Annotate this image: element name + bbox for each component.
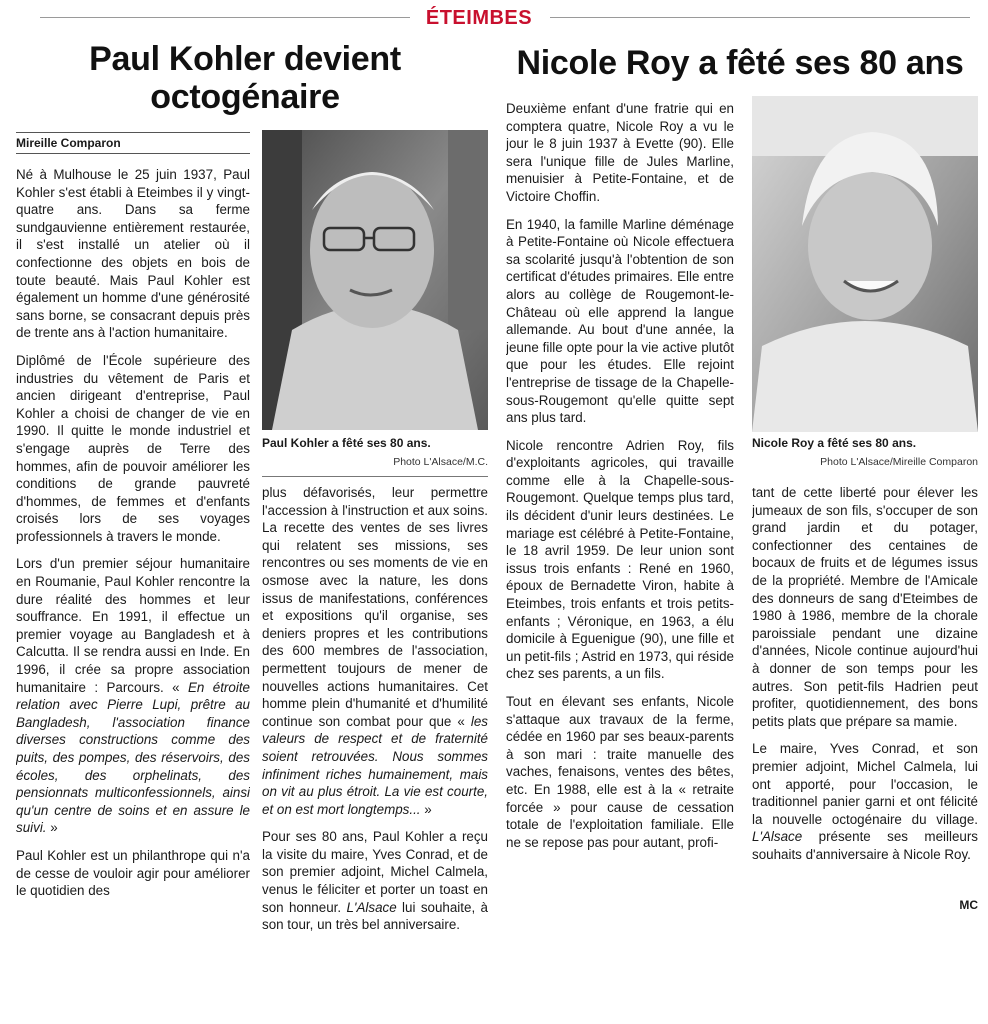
paragraph-6b-end: présente ses meilleurs souhaits d'anniversaire à Nicole Roy. — [752, 829, 978, 862]
paragraph-6b-text: Le maire, Yves Conrad, et son premier adjoint, Michel Calmela, lui ont apporté, pour l'occasion, le traditionnel panier garni et ont félicité la nouvelle octogénaire du village. — [752, 741, 978, 827]
article1-paragraph-6 — [262, 828, 488, 934]
nicole-roy-photo-credit: Photo L'Alsace/Mireille Comparon — [820, 456, 978, 468]
article2-paragraph-2: En 1940, la famille Marline déménage à Petite-Fontaine où Nicole effectuera sa scolarité jusqu'à l'obtention de son certificat d'études primaires. Elle entre alors au collège de Rougemont-le-Château où elle apprend la langue allemande. Au bout d'une année, la jeune fille opte pour la vie active plutôt que pour les études. Elle rejoint l'entreprise de tissage de la Chapelle-sous-Rougemont qu'elle quitte sept ans plus tard. — [506, 216, 734, 426]
paragraph-6-text: Pour ses 80 ans, Paul Kohler a reçu la visite du maire, Yves Conrad, et de son premier adjoint, Michel Calmela, venus le féliciter et porter un toast en son honneur. — [262, 829, 488, 915]
article1-paragraph-3 — [16, 555, 250, 837]
paragraph-6-end: lui souhaite, à son tour, un très bel anniversaire. — [262, 899, 488, 933]
article1-paragraph-4: Paul Kohler est un philanthrope qui n'a de cesse de vouloir agir pour améliorer le quotidien des — [16, 847, 250, 899]
article1-column-1 — [16, 166, 250, 1024]
article2-paragraph-5: tant de cette liberté pour élever les jumeaux de son fils, s'occuper de son grand jardin et du potager, confectionner des centaines de bocaux de fruits et de légumes issus de la propriété. Membre de l'Amicale des donneurs de sang d'Eteimbes de 1980 à 1986, membre de la chorale paroissiale pendant une dizaine d'années, Nicole continue aujourd'hui à donner de son temps pour les autres. Son petit-fils Hadrien peut profiter, quotidiennement, des bons petits plats que prépare sa mamie. — [752, 485, 978, 729]
byline: Mireille Comparon — [16, 136, 121, 150]
byline-rule-bottom — [16, 153, 250, 154]
article1-paragraph-5 — [262, 484, 488, 818]
nicole-roy-photo-caption: Nicole Roy a fêté ses 80 ans. — [752, 436, 917, 450]
paragraph-3-text: Lors d'un premier séjour humanitaire en Roumanie, Paul Kohler rencontre la dure réalité des hommes et leur souffrance. En 1991, il effectue un premier voyage au Bangladesh et à Calcutta. Il se rendra aussi en Inde. En 1996, il crée sa propre association humanitaire : Parcours. « — [16, 556, 250, 695]
article1-title — [30, 40, 460, 116]
article1-paragraph-2: Diplômé de l'École supérieure des industries du vêtement de Paris et ancien dirigeant d'entreprise, Paul Kohler a choisi de changer de vie en 1990. Il quitte le monde industriel et s'engage auprès de Terre des hommes, afin de pouvoir améliorer les conditions de grande pauvreté d'hommes, de femmes et d'enfants croisés lors de ses voyages professionnels à travers le monde. — [16, 352, 250, 544]
paul-kohler-photo-credit: Photo L'Alsace/M.C. — [393, 456, 488, 468]
paul-kohler-photo — [262, 130, 488, 430]
paul-kohler-photo-image — [262, 130, 488, 430]
nicole-roy-photo — [752, 96, 978, 432]
paragraph-5-text: plus défavorisés, leur permettre l'accession à l'instruction et aux soins. La recette des ventes de ses livres qui relatent ses missions, ses rencontres ou ses moments de vie en osmose avec la nature, les dons issus de manifestations, conférences et expositions qu'il organise, ses deniers propres et les contributions des 600 membres de l'association, permettent toujours de mener de nouvelles actions humanitaires. Cet homme plein d'humanité et d'humilité continue son combat pour que « — [262, 485, 488, 729]
section-label: ÉTEIMBES — [425, 7, 533, 29]
article2-signature: MC — [959, 898, 978, 912]
article1-column-2 — [262, 484, 488, 1024]
paragraph-3-quote: En étroite relation avec Pierre Lupi, prêtre au Bangladesh, l'association finance diverses constructions comme des puits, des pompes, des réservoirs, des écoles, des orphelinats, des pensionnats multiconfessionnels, ainsi qu'un centre de soins et en assure le suivi. — [16, 679, 250, 836]
article1-title-line1: Paul Kohler devient — [89, 40, 401, 78]
article2-column-1 — [506, 100, 734, 920]
byline-rule-top — [16, 132, 250, 133]
paul-kohler-photo-caption: Paul Kohler a fêté ses 80 ans. — [262, 436, 431, 450]
article2-column-2 — [752, 484, 978, 884]
paragraph-3-close: » — [46, 820, 58, 836]
article2-paragraph-4: Tout en élevant ses enfants, Nicole s'attaque aux travaux de la ferme, cédée en 1960 par ses beaux-parents à son mari : traite manuelle des vaches, fenaisons, ventes des bêtes, etc. En 1988, elle est à la « retraite forcée » pour cause de cessation totale de l'exploitation familiale. Elle ne se repose pas pour autant, profi- — [506, 694, 734, 850]
section-rule-right — [550, 17, 970, 18]
nicole-roy-photo-image — [752, 96, 978, 432]
article2-paragraph-1: Deuxième enfant d'une fratrie qui en comptera quatre, Nicole Roy a vu le jour le 8 juin 1937 à Evette (90). Elle sera l'unique fille de Jules Marline, menuisier à Petite-Fontaine, et de Victoire Choffin. — [506, 101, 734, 204]
article2-title: Nicole Roy a fêté ses 80 ans — [516, 44, 964, 82]
caption-rule — [262, 476, 488, 477]
article2-paragraph-6 — [752, 740, 978, 863]
section-header — [0, 6, 988, 30]
article1-paragraph-1: Né à Mulhouse le 25 juin 1937, Paul Kohler s'est établi à Eteimbes il y vingt-quatre ans. Dans sa ferme sundgauvienne entièrement restaurée, il s'est installé un atelier où il confectionne des objets en bois de toute beauté. Mais Paul Kohler est également un homme d'une générosité sans borne, se consacrant depuis près de trente ans à l'action humanitaire. — [16, 167, 250, 341]
paragraph-6-newspaper: L'Alsace — [346, 899, 397, 915]
article2-paragraph-3: Nicole rencontre Adrien Roy, fils d'exploitants agricoles, qui travaille comme elle à la Chapelle-sous-Rougemont. Quelque temps plus tard, ils décident d'unir leurs destinées. Le mariage est célébré à Petite-Fontaine, le 18 avril 1959. De leur union sont issus trois enfants : René en 1960, époux de Bernadette Viron, habite à Eteimbes, trois enfants et trois petits-enfants ; Véronique, en 1963, a élu domicile à Eguenigue (90), une fille et un petit-fils ; Astrid en 1973, qui réside chez ses parents, a un fils. — [506, 437, 734, 682]
article1-title-line2: octogénaire — [150, 78, 340, 116]
section-rule-left — [40, 17, 410, 18]
paragraph-5-close: » — [420, 801, 432, 817]
paragraph-6b-newspaper: L'Alsace — [752, 829, 803, 845]
paragraph-5-quote: les valeurs de respect et de fraternité soient retrouvées. Nous sommes infiniment riches humainement, mais on vit au plus étroit. La vie est courte, et on est mort longtemps... — [262, 713, 488, 817]
